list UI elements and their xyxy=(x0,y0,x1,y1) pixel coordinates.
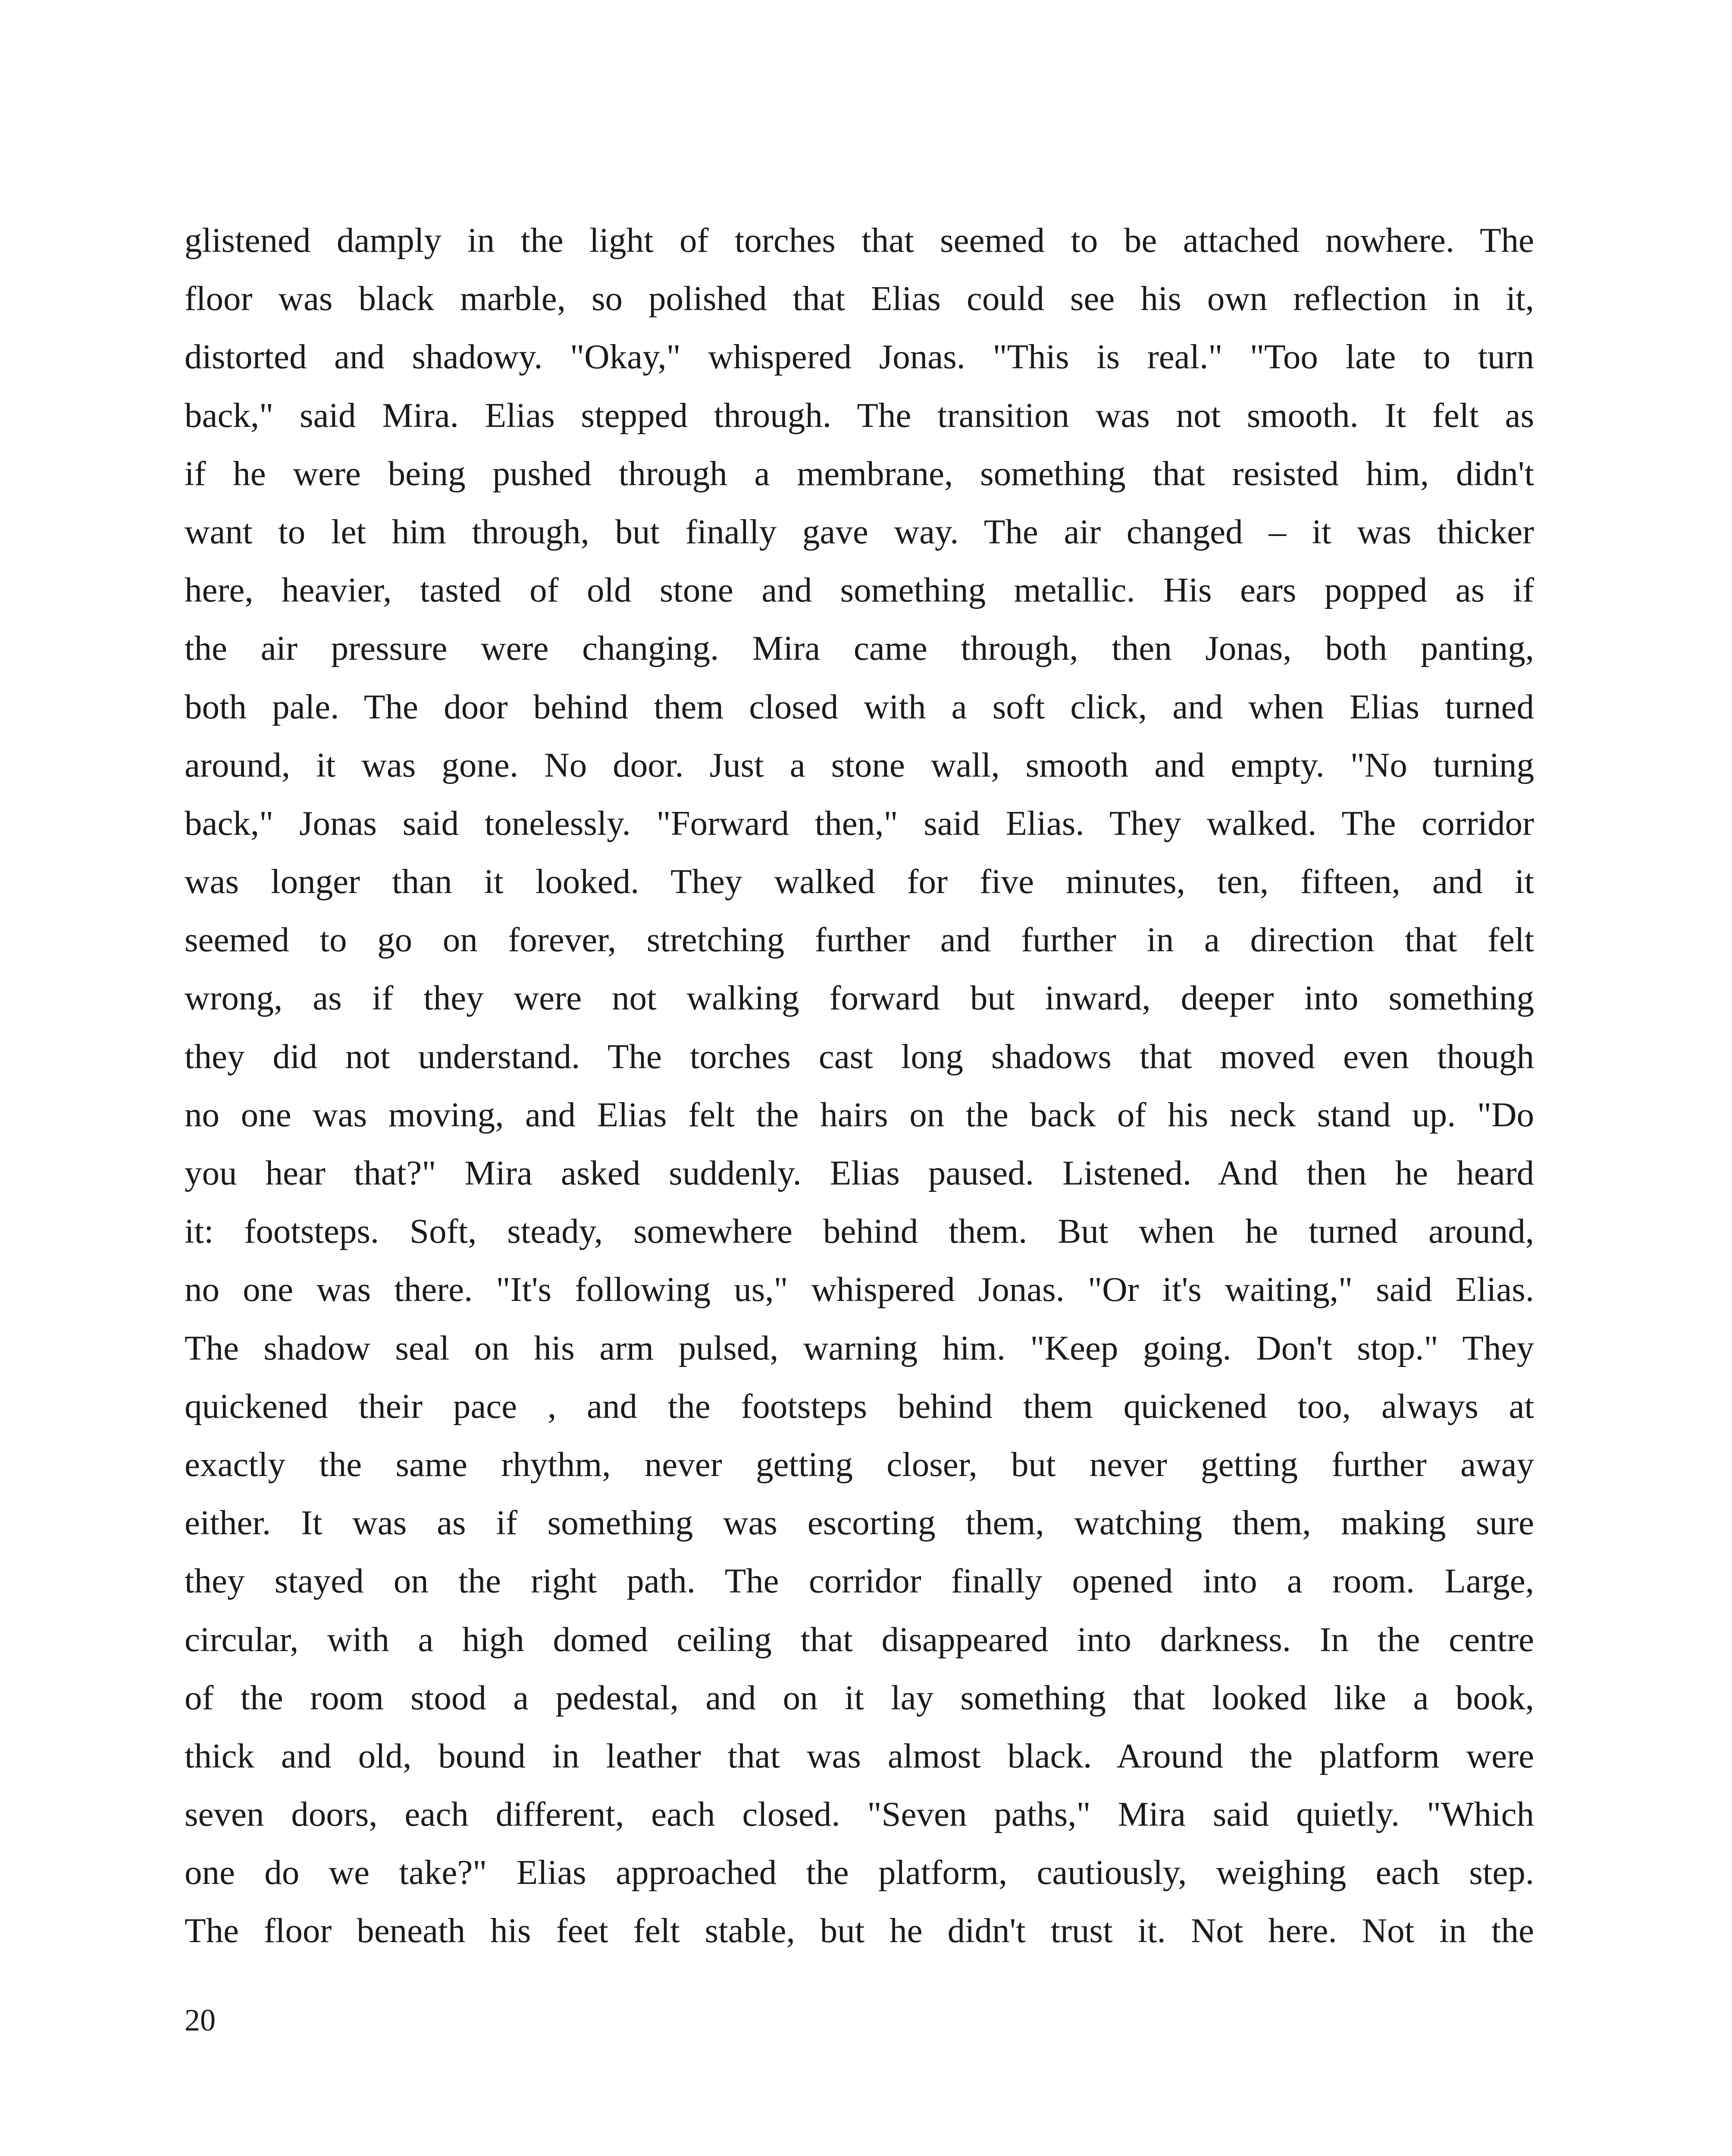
text-line: was longer than it looked. They walked for five minutes, ten, fifteen, and it xyxy=(185,862,1534,901)
text-line: quickened their pace , and the footsteps behind them quickened too, always at xyxy=(185,1386,1534,1426)
text-line: The floor beneath his feet felt stable, but he didn't trust it. Not here. Not in the xyxy=(185,1911,1534,1950)
text-line: they stayed on the right path. The corridor finally opened into a room. Large, xyxy=(185,1561,1534,1601)
page-number: 20 xyxy=(185,2003,216,2037)
text-line: either. It was as if something was escorting them, watching them, making sure xyxy=(185,1503,1534,1542)
text-line: one do we take?" Elias approached the platform, cautiously, weighing each step. xyxy=(185,1853,1534,1892)
text-line: around, it was gone. No door. Just a stone wall, smooth and empty. "No turning xyxy=(185,745,1534,784)
text-line: if he were being pushed through a membrane, something that resisted him, didn't xyxy=(185,454,1534,493)
text-line: no one was there. "It's following us," whispered Jonas. "Or it's waiting," said Elias. xyxy=(185,1270,1534,1309)
body-paragraph xyxy=(185,211,1534,1960)
text-line: wrong, as if they were not walking forward but inward, deeper into something xyxy=(185,978,1534,1018)
text-line: distorted and shadowy. "Okay," whispered Jonas. "This is real." "Too late to turn xyxy=(185,337,1534,376)
text-line: both pale. The door behind them closed with a soft click, and when Elias turned xyxy=(185,687,1534,726)
text-line: no one was moving, and Elias felt the hairs on the back of his neck stand up. "Do xyxy=(185,1095,1534,1134)
text-line: here, heavier, tasted of old stone and something metallic. His ears popped as if xyxy=(185,570,1534,610)
text-line: you hear that?" Mira asked suddenly. Elias paused. Listened. And then he heard xyxy=(185,1153,1534,1192)
text-line: seven doors, each different, each closed. "Seven paths," Mira said quietly. "Which xyxy=(185,1795,1534,1834)
text-line: they did not understand. The torches cast long shadows that moved even though xyxy=(185,1037,1534,1076)
text-line: The shadow seal on his arm pulsed, warning him. "Keep going. Don't stop." They xyxy=(185,1328,1534,1367)
text-line: of the room stood a pedestal, and on it lay something that looked like a book, xyxy=(185,1678,1534,1717)
text-line: back," said Mira. Elias stepped through. The transition was not smooth. It felt as xyxy=(185,395,1534,435)
text-line: glistened damply in the light of torches that seemed to be attached nowhere. The xyxy=(185,221,1534,260)
text-line: want to let him through, but finally gave way. The air changed – it was thicker xyxy=(185,512,1534,551)
text-line: back," Jonas said tonelessly. "Forward then," said Elias. They walked. The corridor xyxy=(185,803,1534,843)
text-line: thick and old, bound in leather that was almost black. Around the platform were xyxy=(185,1736,1534,1775)
text-line: exactly the same rhythm, never getting closer, but never getting further away xyxy=(185,1445,1534,1484)
text-line: seemed to go on forever, stretching further and further in a direction that felt xyxy=(185,920,1534,959)
text-line: the air pressure were changing. Mira came through, then Jonas, both panting, xyxy=(185,629,1534,668)
text-line: circular, with a high domed ceiling that disappeared into darkness. In the centre xyxy=(185,1620,1534,1659)
text-line: it: footsteps. Soft, steady, somewhere behind them. But when he turned around, xyxy=(185,1212,1534,1251)
text-line: floor was black marble, so polished that Elias could see his own reflection in it, xyxy=(185,279,1534,318)
